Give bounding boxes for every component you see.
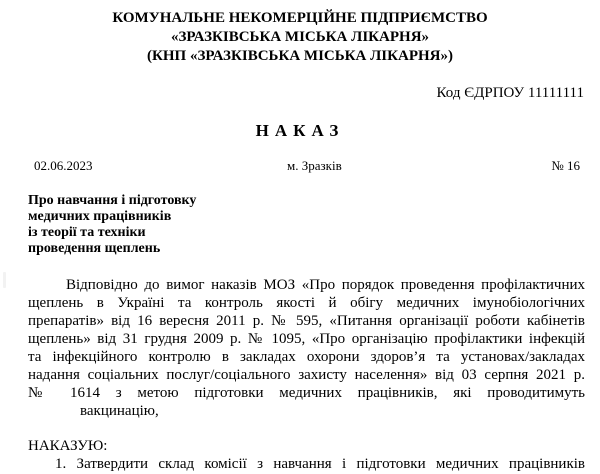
order-number: № 16 <box>551 158 580 173</box>
subject-line: Про навчання і підготовку <box>28 193 197 208</box>
preamble-paragraph <box>28 276 585 420</box>
order-date: 02.06.2023 <box>34 158 93 173</box>
subject-line: із теорії та техніки <box>28 225 146 240</box>
paragraph-line: № 1614 з метою підготовки медичних працівників, які проводитимуть <box>28 385 585 401</box>
org-name-line-1: КОМУНАЛЬНЕ НЕКОМЕРЦІЙНЕ ПІДПРИЄМСТВО <box>112 10 488 26</box>
paragraph-line: щеплень в Україні та контроль якості й обігу медичних імунобіологічних <box>28 295 585 311</box>
subject-line: проведення щеплень <box>28 241 161 256</box>
order-city: м. Зразків <box>287 158 342 173</box>
paragraph-line: та інфекційного контролю в закладах охорони здоров’я та установах/закладах <box>28 349 585 365</box>
order-heading: НАКАЗУЮ: <box>28 438 108 454</box>
margin-mark <box>3 272 6 288</box>
document-type-title: НАКАЗ <box>255 121 345 140</box>
organization-header <box>0 9 600 66</box>
edrpou-code: Код ЄДРПОУ 11111111 <box>436 85 584 101</box>
org-name-line-3: (КНП «ЗРАЗКІВСЬКА МІСЬКА ЛІКАРНЯ») <box>146 48 453 64</box>
paragraph-line: надання соціальних послуг/соціального захисту населення» від 03 серпня 2021 р. <box>28 367 585 383</box>
org-name-line-2: «ЗРАЗКІВСЬКА МІСЬКА ЛІКАРНЯ» <box>170 29 430 45</box>
subject-line: медичних працівників <box>28 209 172 224</box>
paragraph-line: препаратів» від 16 вересня 2011 р. № 595, «Питання організації роботи кабінетів <box>28 313 585 329</box>
paragraph-line: Відповідно до вимог наказів МОЗ «Про порядок проведення профілактичних <box>66 277 585 293</box>
order-item-1: 1. Затвердити склад комісії з навчання і підготовки медичних працівників <box>55 456 585 472</box>
order-subject <box>28 193 196 257</box>
paragraph-line: вакцинацію, <box>80 403 159 419</box>
paragraph-line: щеплень» від 31 грудня 2009 р. № 1095, «Про організацію профілактики інфекцій <box>28 331 585 347</box>
